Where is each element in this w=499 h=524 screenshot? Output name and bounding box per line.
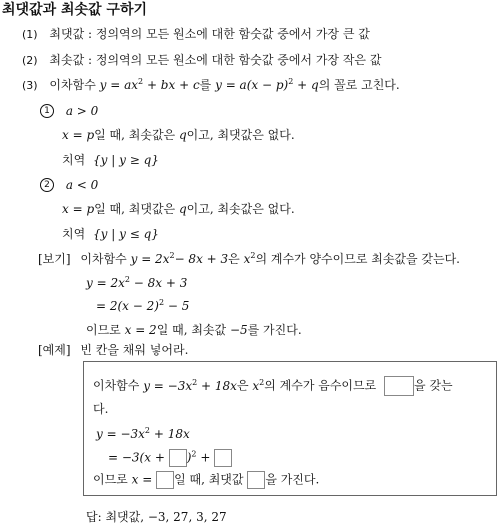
answer-line: 답: 최댓값, −3, 27, 3, 27 <box>86 510 227 524</box>
bogi-eq-2: = $2(x - 2)^2 - 5$ <box>96 298 190 313</box>
blank-input-5[interactable] <box>247 471 265 489</box>
item-1 <box>22 28 370 40</box>
item-2 <box>22 54 381 66</box>
bogi-conclusion: 이므로 x = 2일 때, 최솟값 −5를 가진다. <box>86 323 302 337</box>
item-3-pre: 이차함수 <box>49 78 96 92</box>
blank-input-3[interactable] <box>214 449 232 467</box>
case-1-range: 치역 {y | y ≥ q} <box>62 153 159 167</box>
page-title: 최댓값과 최솟값 구하기 <box>2 2 147 18</box>
blank-input-4[interactable] <box>156 471 174 489</box>
bogi-formula: $y = 2x^2- 8x + 3$ <box>130 251 229 266</box>
blank-input-1[interactable] <box>384 376 414 396</box>
case-1-marker: 1 <box>40 104 54 118</box>
case-2-range: 치역 {y | y ≤ q} <box>62 227 159 241</box>
bogi-eq-1: $y = 2x^2 - 8x + 3$ <box>86 275 188 290</box>
item-2-marker: (2) <box>22 54 38 67</box>
box-line-2: 다. <box>93 402 109 416</box>
case-2-line: x = p일 때, 최댓값은 q이고, 최솟값은 없다. <box>62 202 295 216</box>
case-2-marker: 2 <box>40 178 54 192</box>
case-1-condition <box>40 104 98 118</box>
box-line-1: 이차함수 $y = -3x^2 + 18x$은 $x^2$의 계수가 음수이므로 을 갖는 <box>93 376 453 396</box>
item-3-mid: 를 <box>199 78 212 92</box>
item-1-marker: (1) <box>22 28 38 41</box>
box-eq-1: $y = -3x^2 + 18x$ <box>96 426 190 441</box>
blank-input-2[interactable] <box>169 449 187 467</box>
case-1-cond: a > 0 <box>65 103 99 118</box>
item-3-marker: (3) <box>22 79 38 92</box>
case-2-cond: a < 0 <box>65 177 99 192</box>
case-1-line: x = p일 때, 최솟값은 q이고, 최댓값은 없다. <box>62 128 295 142</box>
box-conclusion: 이므로 x = 일 때, 최댓값 을 가진다. <box>93 471 319 489</box>
box-eq-2: = $-3(x + )^2$ + <box>108 449 232 467</box>
item-3 <box>22 79 400 91</box>
item-3-post: 의 꼴로 고친다. <box>318 78 400 92</box>
item-1-text: 최댓값 : 정의역의 모든 원소에 대한 함숫값 중에서 가장 큰 값 <box>49 27 370 41</box>
yeje-line <box>38 344 188 356</box>
case-2-condition <box>40 178 98 192</box>
item-3-formula-1: $y = ax^2$ + bx + c <box>99 77 200 92</box>
bogi-label: [보기] <box>38 252 71 266</box>
item-2-text: 최솟값 : 정의역의 모든 원소에 대한 함숫값 중에서 가장 작은 값 <box>49 53 382 67</box>
item-3-formula-2: $y = a(x - p)^2 + q$ <box>215 77 319 92</box>
bogi-line: [보기] 이차함수 $y = 2x^2- 8x + 3$은 $x^2$의 계수가 양수이므로 최솟값을 갖는다. <box>38 251 460 266</box>
yeje-label: [예제] <box>38 343 71 357</box>
yeje-instruction: 빈 칸을 채워 넣어라. <box>80 343 189 357</box>
